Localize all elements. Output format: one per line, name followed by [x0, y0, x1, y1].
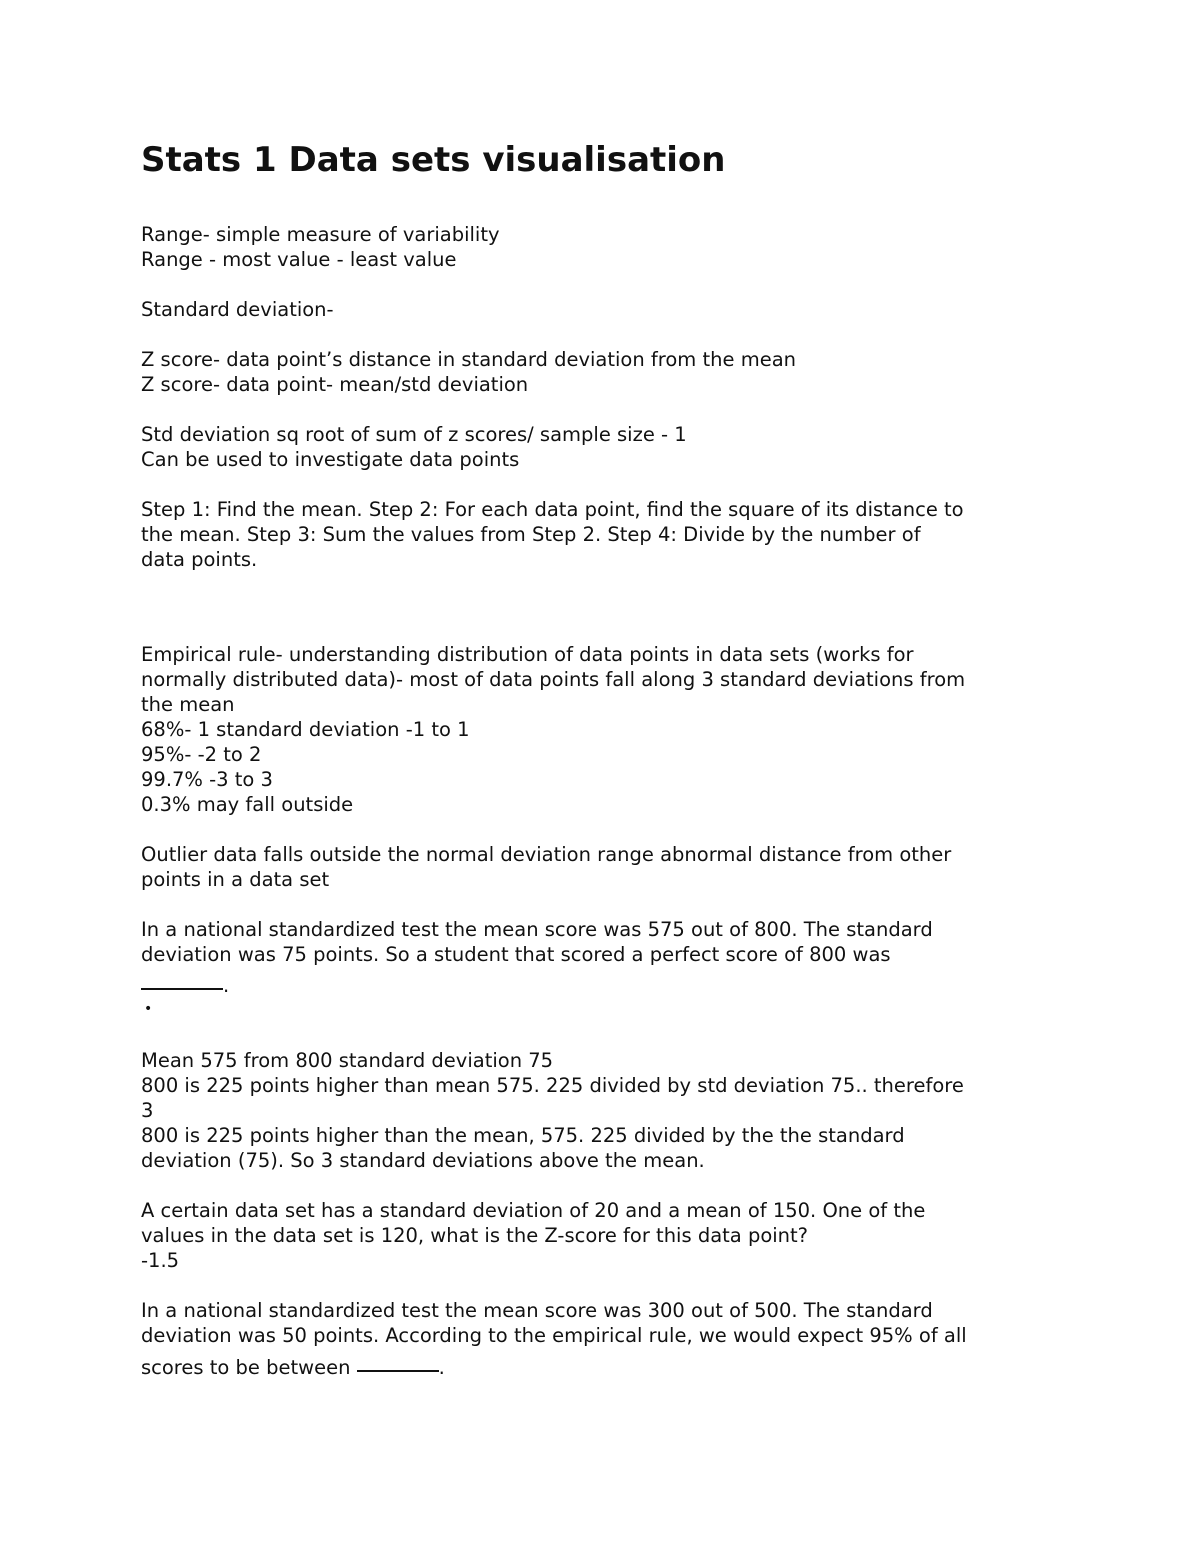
steps-paragraph: [141, 497, 1071, 572]
answer-blank: [141, 988, 223, 990]
empirical-line-6: 99.7% -3 to 3: [141, 768, 273, 791]
range-line-1: Range- simple measure of variability: [141, 223, 500, 246]
range-line-2: Range - most value - least value: [141, 248, 457, 271]
empirical-paragraph: [141, 642, 1071, 817]
question-1-line-1: In a national standardized test the mean score was 575 out of 800. The standard: [141, 918, 933, 941]
outlier-paragraph: [141, 842, 1071, 892]
question-2: [141, 1198, 1071, 1273]
question-1-period: .: [223, 974, 230, 997]
question-3: [141, 1298, 1071, 1386]
question-3-line-2: deviation was 50 points. According to the empirical rule, we would expect 95% of all: [141, 1324, 967, 1347]
document-page: [141, 138, 1071, 1386]
question-2-line-1: A certain data set has a standard deviation of 20 and a mean of 150. One of the: [141, 1199, 926, 1222]
std-formula-line-1: Std deviation sq root of sum of z scores/ sample size - 1: [141, 423, 687, 446]
answer-1-line-5: deviation (75). So 3 standard deviations above the mean.: [141, 1149, 705, 1172]
question-3-line-1: In a national standardized test the mean score was 300 out of 500. The standard: [141, 1299, 933, 1322]
std-dev-heading: Standard deviation-: [141, 298, 334, 321]
steps-line-1: Step 1: Find the mean. Step 2: For each data point, find the square of its distance to: [141, 498, 964, 521]
document-body: [141, 222, 1071, 1386]
empirical-line-5: 95%- -2 to 2: [141, 743, 262, 766]
answer-1-line-3: 3: [141, 1099, 154, 1122]
steps-line-2: the mean. Step 3: Sum the values from Step 2. Step 4: Divide by the number of: [141, 523, 921, 546]
answer-1-paragraph: [141, 1048, 1071, 1173]
question-2-answer: -1.5: [141, 1249, 180, 1272]
question-1: [141, 917, 1071, 1024]
empirical-line-2: normally distributed data)- most of data points fall along 3 standard deviations from: [141, 668, 966, 691]
question-3-period: .: [438, 1356, 445, 1379]
question-2-line-2: values in the data set is 120, what is the Z-score for this data point?: [141, 1224, 809, 1247]
answer-1-line-2: 800 is 225 points higher than mean 575. 225 divided by std deviation 75.. therefore: [141, 1074, 964, 1097]
question-3-line-3: [141, 1350, 1071, 1386]
answer-1-line-4: 800 is 225 points higher than the mean, 575. 225 divided by the the standard: [141, 1124, 905, 1147]
std-dev-paragraph: [141, 297, 1071, 322]
zscore-line-1: Z score- data point’s distance in standard deviation from the mean: [141, 348, 797, 371]
bullet-icon: •: [144, 1001, 153, 1017]
empirical-line-3: the mean: [141, 693, 235, 716]
page-title: Stats 1 Data sets visualisation: [141, 140, 726, 180]
outlier-line-2: points in a data set: [141, 868, 330, 891]
empirical-line-7: 0.3% may fall outside: [141, 793, 354, 816]
range-paragraph: [141, 222, 1071, 272]
std-formula-paragraph: [141, 422, 1071, 472]
outlier-line-1: Outlier data falls outside the normal deviation range abnormal distance from other: [141, 843, 952, 866]
zscore-paragraph: [141, 347, 1071, 397]
empirical-line-1: Empirical rule- understanding distribution of data points in data sets (works for: [141, 643, 914, 666]
answer-blank: [357, 1370, 439, 1372]
std-formula-line-2: Can be used to investigate data points: [141, 448, 520, 471]
question-1-line-2: deviation was 75 points. So a student that scored a perfect score of 800 was: [141, 943, 891, 966]
question-3-line-3-text: scores to be between: [141, 1356, 357, 1379]
zscore-line-2: Z score- data point- mean/std deviation: [141, 373, 529, 396]
empirical-line-4: 68%- 1 standard deviation -1 to 1: [141, 718, 470, 741]
answer-1-line-1: Mean 575 from 800 standard deviation 75: [141, 1049, 554, 1072]
steps-line-3: data points.: [141, 548, 258, 571]
spacer: [141, 597, 1071, 642]
